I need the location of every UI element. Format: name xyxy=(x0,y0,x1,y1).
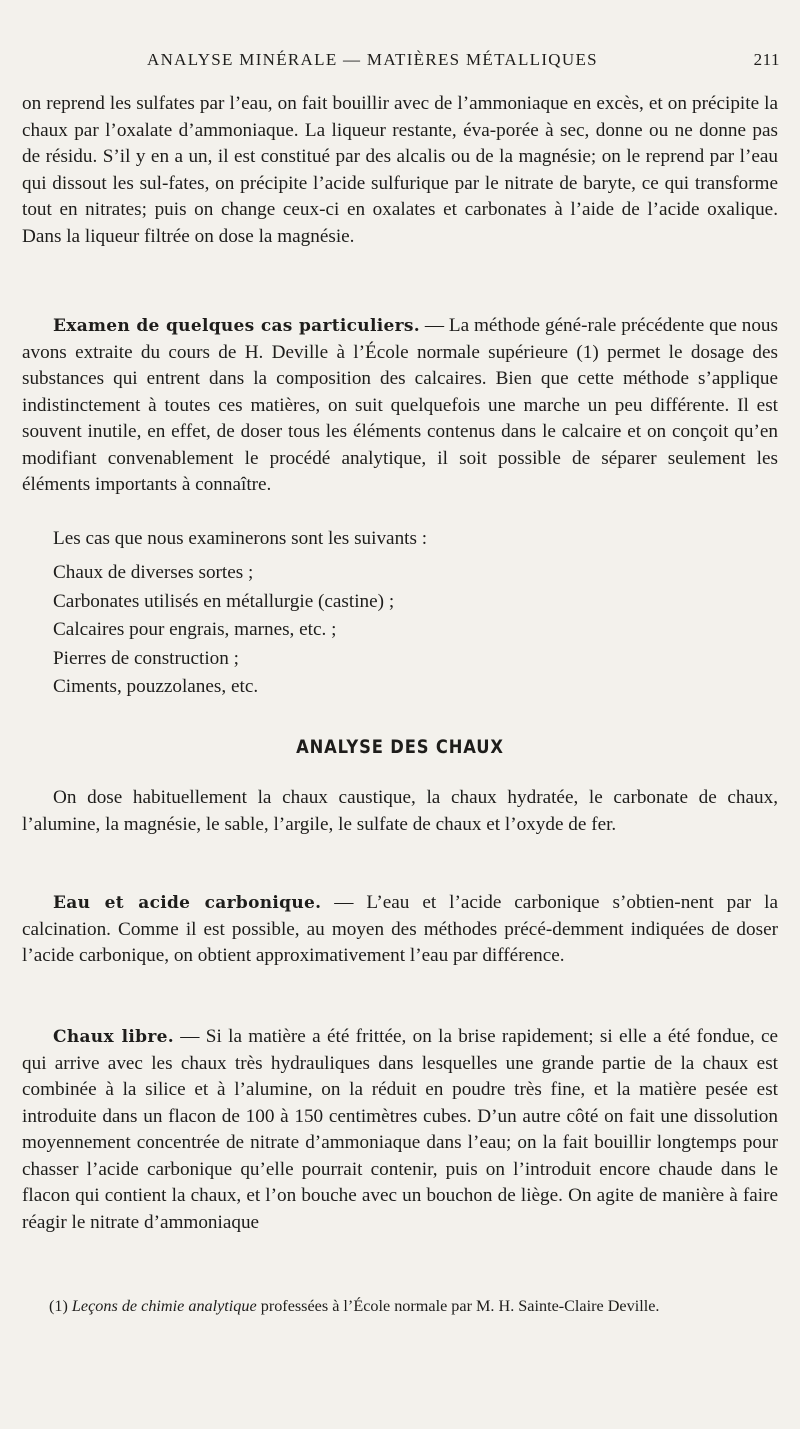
examen-text: — La méthode géné-rale précédente que nous avons extraite du cours de H. Deville à l’École normale supérieure (1) permet le dosage des substances qui entrent dans la composition des calcaires. Bien que cette méthode s’applique indistinctement à toutes ces matières, on suit quelquefois une marche un peu différente. Il est souvent inutile, en effet, de doser tous les éléments contenus dans le calcaire et on conçoit qu’en modifiant convenablement le procédé analytique, il soit possible de séparer seulement les éléments importants à connaître. xyxy=(22,315,778,495)
eau-acide-heading: Eau et acide carbonique. xyxy=(53,893,322,913)
footnote-text: professées à l’École normale par M. H. Sainte-Claire Deville. xyxy=(256,1297,660,1315)
examen-heading: Examen de quelques cas particuliers. xyxy=(53,316,420,336)
paragraph-chaux: On dose habituellement la chaux caustique, la chaux hydratée, le carbonate de chaux, l’alumine, la magnésie, le sable, l’argile, le sulfate de chaux et l’oxyde de fer. xyxy=(22,787,778,835)
footnote-book-title: Leçons de chimie analytique xyxy=(71,1297,257,1315)
footnote xyxy=(22,1296,778,1316)
list-item: Chaux de diverses sortes ; xyxy=(53,562,254,583)
paragraph-examen xyxy=(22,313,778,499)
section-title-analyse-des-chaux: ANALYSE DES CHAUX xyxy=(296,736,504,758)
list-item: Calcaires pour engrais, marnes, etc. ; xyxy=(53,619,337,640)
chaux-libre-text: — Si la matière a été frittée, on la brise rapidement; si elle a été fondue, ce qui arrive avec les chaux très hydrauliques dans lesquelles une grande partie de la chaux est combinée à la silice et à l’alumine, on la réduit en poudre très fine, et la matière pesée est introduite dans un flacon de 100 à 150 centimètres cubes. D’un autre côté on fait une dissolution moyennement concentrée de nitrate d’ammoniaque dans l’eau; on la fait bouillir longtemps pour chasser l’acide carbonique qu’elle pourrait contenir, puis on l’introduit encore chaude dans le flacon qui contient la chaux, et l’on bouche avec un bouchon de liège. On agite de manière à faire réagir le nitrate d’ammoniaque xyxy=(22,1026,778,1233)
paragraph-eau-acide xyxy=(22,890,778,970)
list-item: Pierres de construction ; xyxy=(53,647,239,669)
page-number: 211 xyxy=(753,50,780,69)
running-title: ANALYSE MINÉRALE — MATIÈRES MÉTALLIQUES xyxy=(147,50,598,69)
eau-acide-text: — L’eau et l’acide carbonique s’obtien-nent par la calcination. Comme il est possible, au moyen des méthodes précé-demment indiquées de doser l’acide carbonique, on obtient approximativement l’eau par différence. xyxy=(22,892,778,966)
running-header xyxy=(22,50,782,74)
cases-list xyxy=(53,559,394,702)
footnote-marker: (1) xyxy=(49,1297,72,1315)
list-intro: Les cas que nous examinerons sont les suivants : xyxy=(53,528,428,549)
list-item: Ciments, pouzzolanes, etc. xyxy=(53,676,259,697)
list-item: Carbonates utilisés en métallurgie (castine) ; xyxy=(53,590,395,612)
chaux-libre-heading: Chaux libre. xyxy=(53,1027,174,1047)
paragraph-sulfates: on reprend les sulfates par l’eau, on fait bouillir avec de l’ammoniaque en excès, et on précipite la chaux par l’oxalate d’ammoniaque. La liqueur restante, éva-porée à sec, donne ou ne donne pas de résidu. S’il y en a un, il est constitué par des alcalis ou de la magnésie; on le reprend par l’eau qui dissout les sul-fates, on précipite l’acide sulfurique par le nitrate de baryte, ce qui transforme tout en nitrates; puis on change ceux-ci en oxalates et carbonates à l’aide de l’acide oxalique. Dans la liqueur filtrée on dose la magnésie. xyxy=(22,93,778,247)
paragraph-chaux-libre xyxy=(22,1024,778,1236)
